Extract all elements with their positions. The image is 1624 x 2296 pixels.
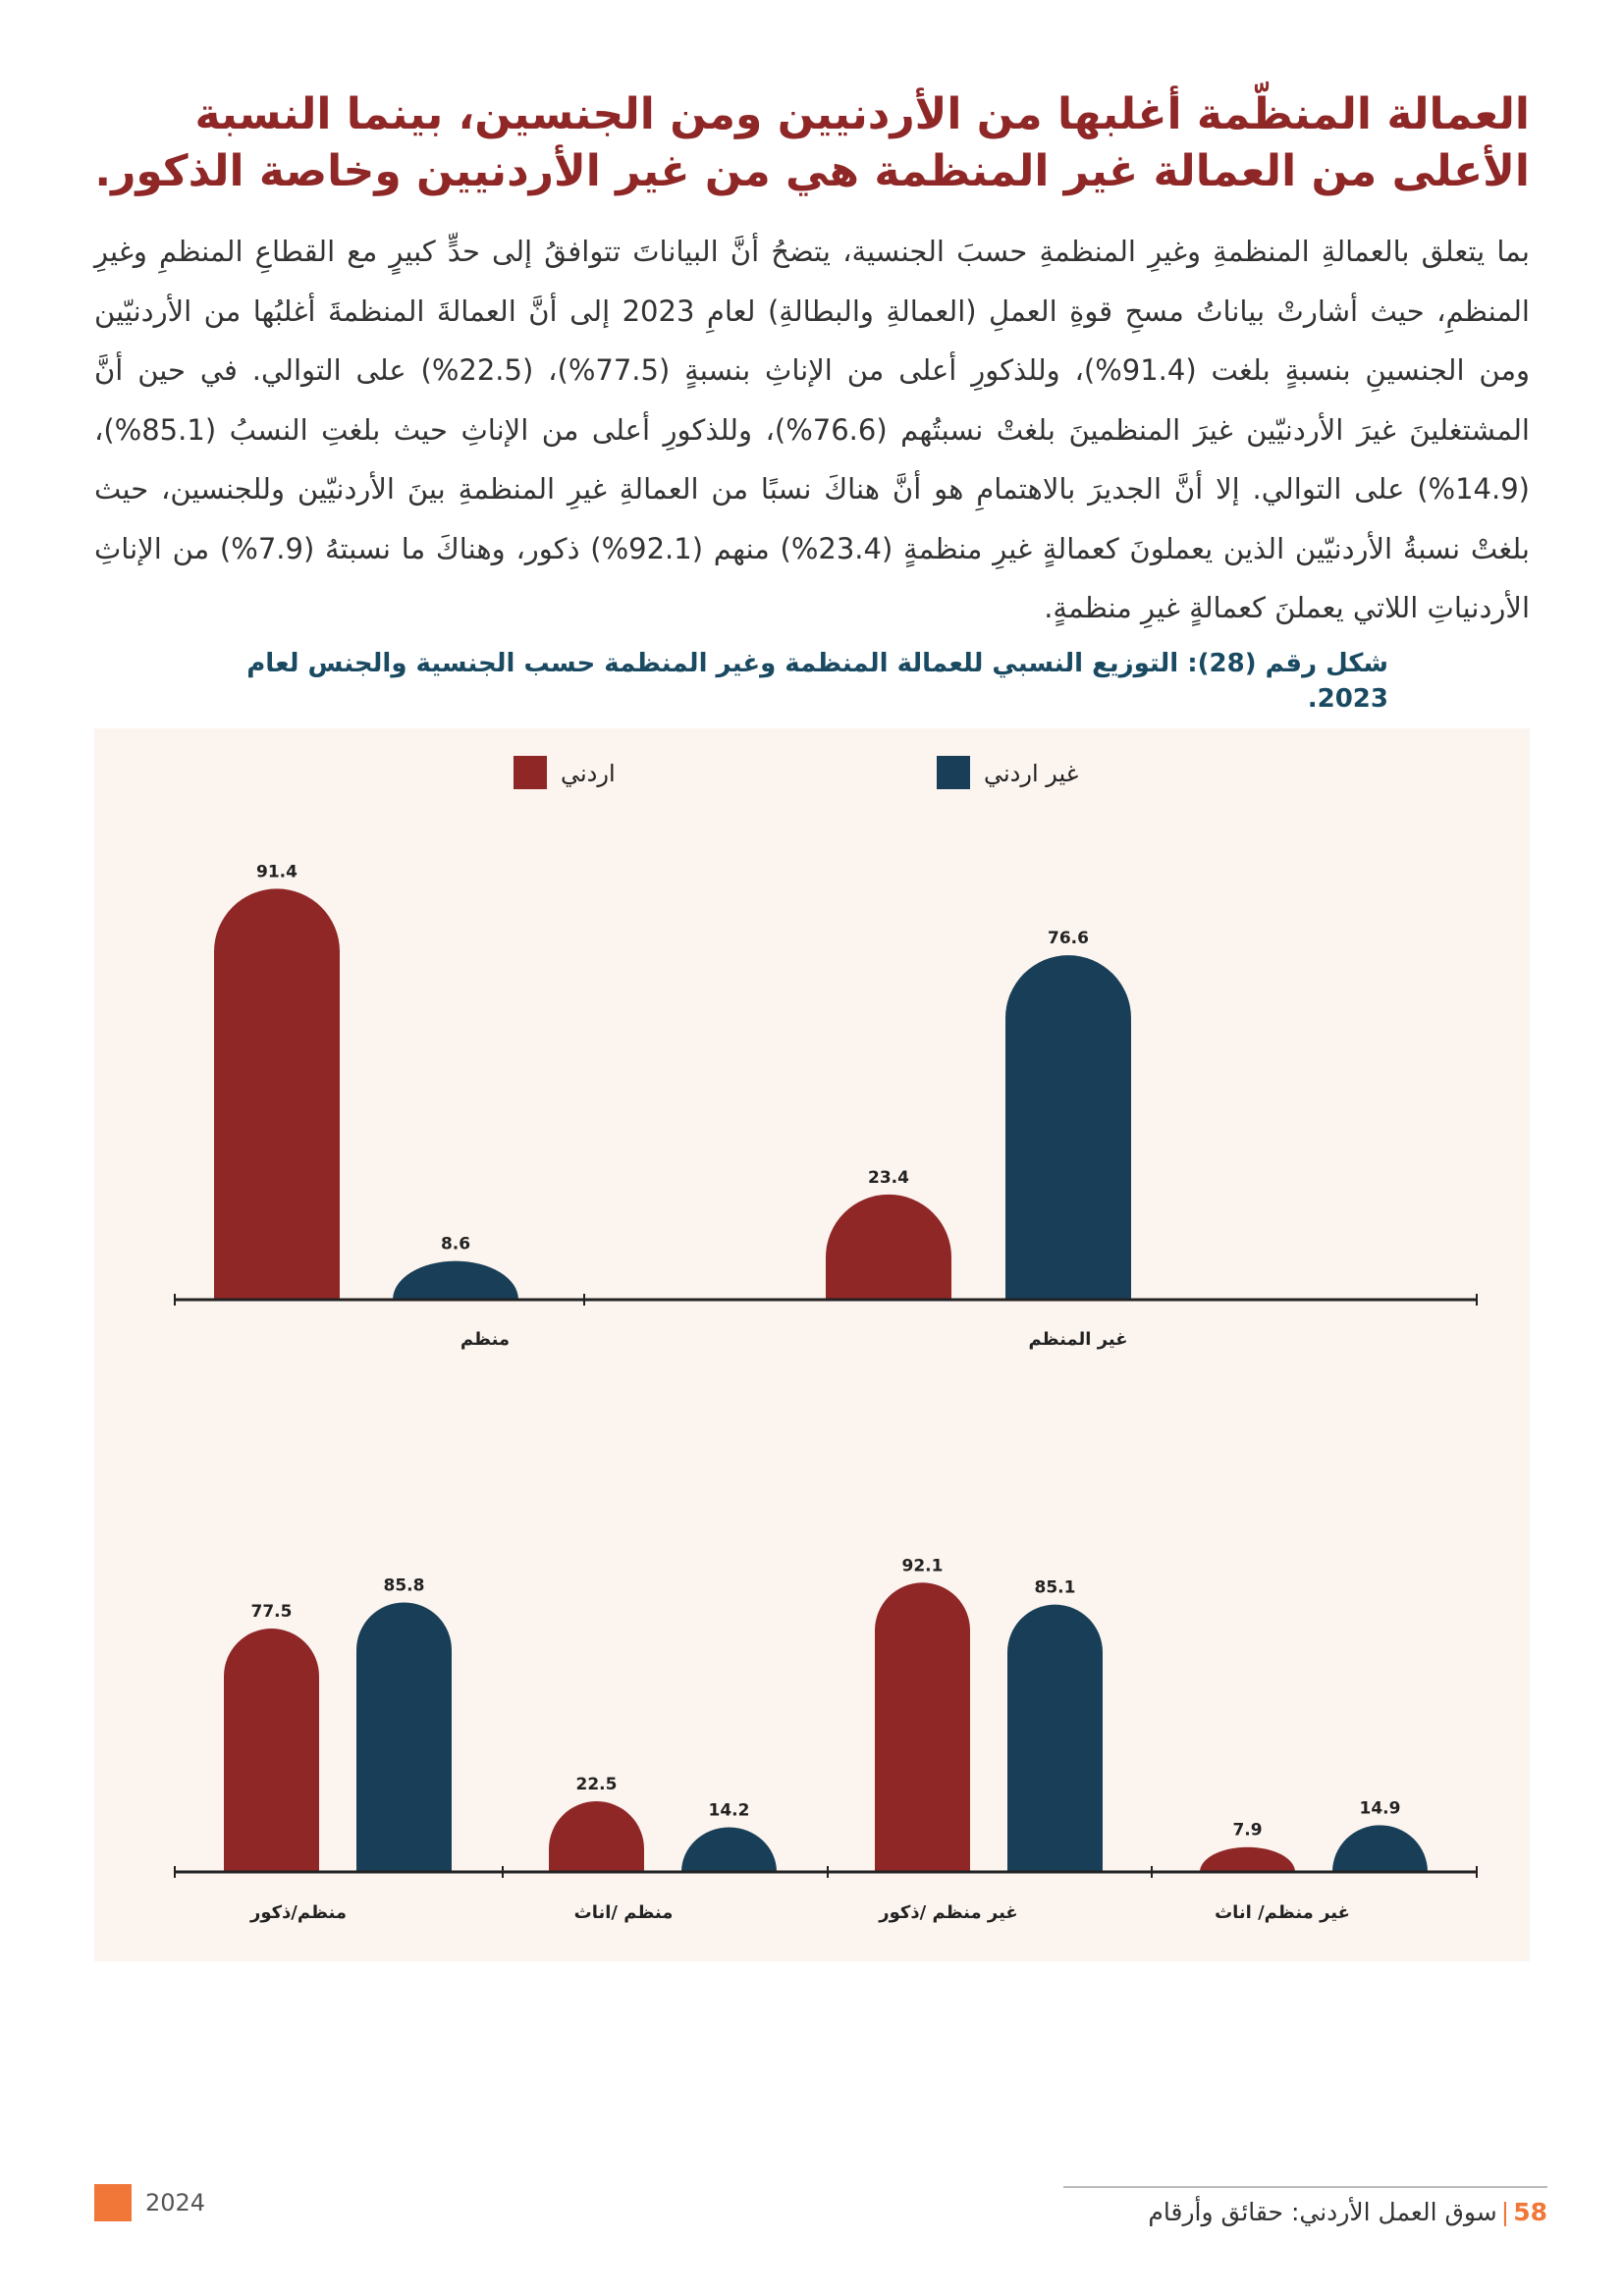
bar-1-منظم-اناث-غير-اردني (681, 1828, 777, 1872)
value-label: 77.5 (250, 1602, 293, 1622)
legend-label: اردني (561, 760, 616, 787)
value-label: 23.4 (868, 1167, 909, 1188)
chart-panel (94, 728, 1530, 1961)
footer-year: 2024 (145, 2189, 206, 2216)
publication-title: سوق العمل الأردني: حقائق وأرقام (1148, 2198, 1497, 2226)
value-label: 8.6 (440, 1234, 471, 1255)
value-label: 91.4 (256, 862, 298, 882)
bar-1-غير-منظم-ذكور-غير-اردني (1007, 1605, 1103, 1872)
value-label: 14.9 (1359, 1798, 1401, 1819)
bar-1-غير-منظم-اناث-غير-اردني (1332, 1825, 1428, 1872)
bar-charts (94, 728, 1530, 1961)
value-label: 14.2 (708, 1800, 750, 1821)
body-paragraph: بما يتعلق بالعمالةِ المنظمةِ وغيرِ المنظمةِ حسبَ الجنسية، يتضحُ أنَّ البياناتَ تتوافقُ إلى حدٍّ كبيرٍ مع القطاعِ المنظمِ وغيرِ المنظمِ، حيث أشارتْ بياناتُ مسحِ قوةِ العملِ (العمالةِ والبطالةِ) لعامِ 2023 إلى أنَّ العمالةَ المنظمةَ أغلبُها من الأردنيّين ومن الجنسينِ بنسبةٍ بلغت (91.4%)، وللذكورِ أعلى من الإناثِ بنسبةٍ (77.5%)، (22.5%) على التوالي. في حين أنَّ المشتغلينَ غيرَ الأردنيّين غيرَ المنظمينَ بلغتْ نسبتُهم (76.6%)، وللذكورِ أعلى من الإناثِ حيث بلغتِ النسبُ (85.1%)، (14.9%) على التوالي. إلا أنَّ الجديرَ بالاهتمامِ هو أنَّ هناكَ نسبًا من العمالةِ غيرِ المنظمةِ بينَ الأردنيّين وللجنسين، حيث بلغتْ نسبةُ الأردنيّين الذين يعملونَ كعمالةٍ غيرِ منظمةٍ (23.4%) منهم (92.1%) ذكور، وهناكَ ما نسبتهُ (7.9%) من الإناثِ الأردنياتِ اللاتي يعملنَ كعمالةٍ غيرِ منظمةٍ. (94, 235, 1530, 624)
value-label: 22.5 (575, 1775, 618, 1794)
legend-swatch-0 (514, 756, 547, 789)
value-label: 76.6 (1048, 929, 1089, 949)
category-label: غير المنظم (1028, 1329, 1128, 1350)
category-label: غير منظم/ اناث (1215, 1902, 1350, 1923)
category-label: منظم /اناث (573, 1902, 674, 1923)
legend-label: غير اردني (984, 760, 1079, 787)
legend-swatch-1 (937, 756, 970, 789)
category-label: منظم (460, 1329, 511, 1350)
value-label: 7.9 (1232, 1820, 1263, 1841)
category-label: منظم/ذكور (249, 1902, 348, 1923)
footer-divider (1063, 2186, 1547, 2188)
bar-0-منظم-اردني (214, 888, 340, 1300)
bar-1-منظم-اناث-اردني (549, 1801, 644, 1872)
figure-caption: شكل رقم (28): التوزيع النسبي للعمالة المنظمة وغير المنظمة حسب الجنسية والجنس لعام 2023. (246, 649, 1388, 714)
category-label: غير منظم /ذكور (879, 1902, 1018, 1923)
bar-1-غير-منظم-اناث-اردني (1200, 1847, 1295, 1872)
bar-1-منظم-ذكور-اردني (224, 1629, 319, 1872)
page-number: 58 (1513, 2198, 1547, 2226)
bar-0-منظم-غير-اردني (393, 1261, 518, 1300)
bar-0-غير-المنظم-اردني (826, 1195, 951, 1300)
value-label: 85.1 (1034, 1577, 1076, 1598)
value-label: 85.8 (383, 1575, 425, 1596)
bar-1-غير-منظم-ذكور-اردني (875, 1582, 970, 1872)
value-label: 92.1 (901, 1556, 944, 1576)
footer-publication (1148, 2196, 1547, 2229)
footer-separator: | (1500, 2198, 1510, 2226)
bar-0-غير-المنظم-غير-اردني (1005, 955, 1131, 1300)
bar-1-منظم-ذكور-غير-اردني (356, 1602, 452, 1872)
footer-accent-square (94, 2184, 132, 2221)
page-title: العمالة المنظّمة أغلبها من الأردنيين ومن الجنسين، بينما النسبة الأعلى من العمالة غير المنظمة هي من غير الأردنيين وخاصة الذكور. (94, 89, 1530, 196)
